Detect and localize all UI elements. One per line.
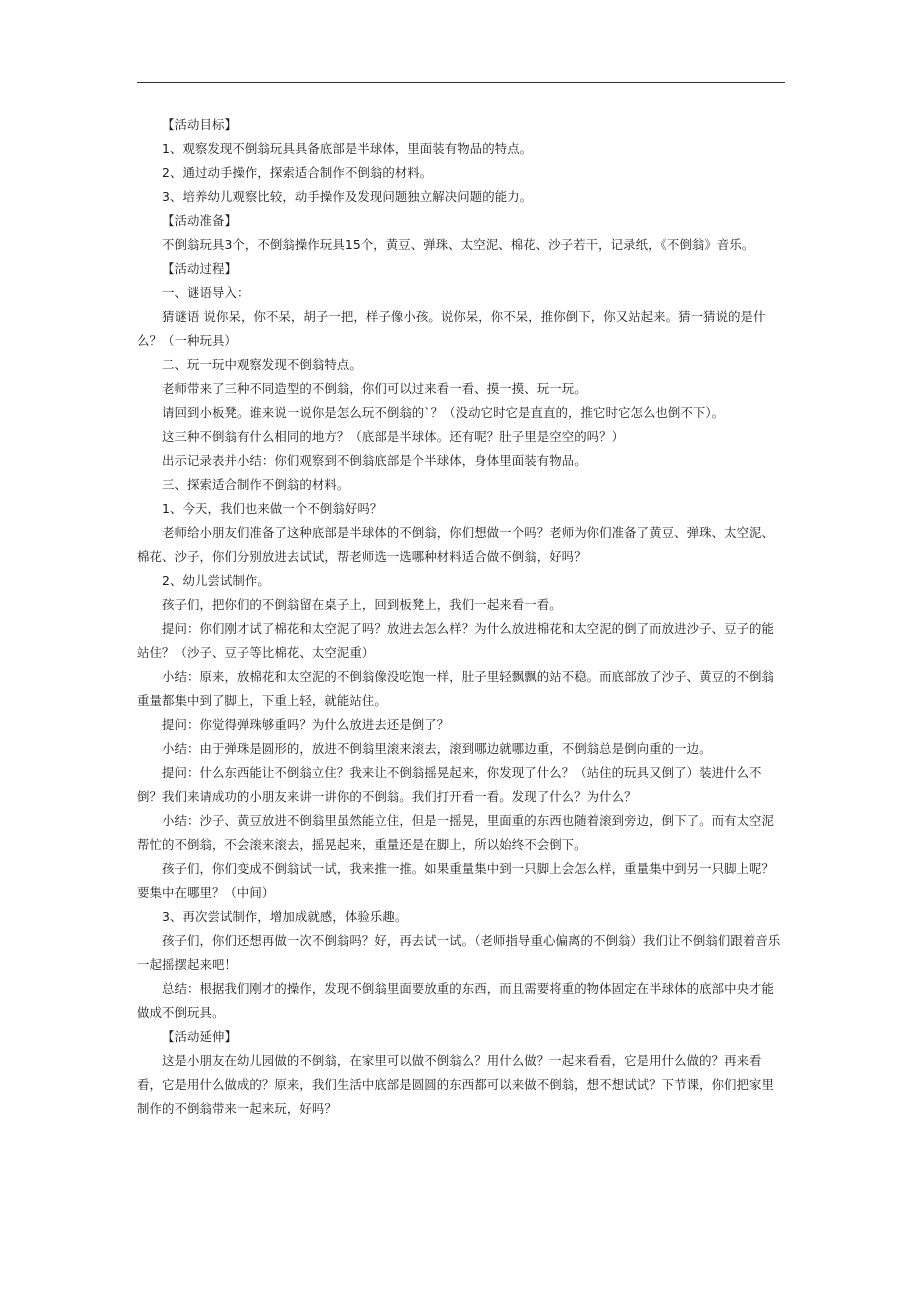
sub-item-1: 1、今天，我们也来做一个不倒翁好吗？ [162,501,383,516]
paragraph: 提问：什么东西能让不倒翁立住？我来让不倒翁摇晃起来，你发现了什么？（站住的玩具又倒了）装进什么不倒？我们来请成功的小朋友来讲一讲你的不倒翁。我们打开看一看。发现了什么？为什么？ [137,765,762,804]
section-heading-extension: 【活动延伸】 [162,1029,237,1044]
goal-item-1: 1、观察发现不倒翁玩具具备底部是半球体，里面装有物品的特点。 [162,141,533,156]
extension-text: 这是小朋友在幼儿园做的不倒翁，在家里可以做不倒翁么？用什么做？一起来看看，它是用什么做的？再来看看，它是用什么做成的？原来，我们生活中底部是圆圆的东西都可以来做不倒翁，想不想试试？下节课，你们把家里制作的不倒翁带来一起来玩，好吗？ [137,1053,775,1116]
process-step-3-title: 三、探索适合制作不倒翁的材料。 [162,477,350,492]
section-heading-process: 【活动过程】 [162,261,237,276]
paragraph: 请回到小板凳。谁来说一说你是怎么玩不倒翁的`？（没动它时它是直直的，推它时它怎么也倒不下）。 [162,405,725,420]
paragraph: 提问：你觉得弹珠够重吗？为什么放进去还是倒了？ [162,717,450,732]
section-heading-goals: 【活动目标】 [162,117,237,132]
paragraph: 孩子们，你们变成不倒翁试一试，我来推一推。如果重量集中到一只脚上会怎么样，重量集中到另一只脚上呢？要集中在哪里？（中间） [137,861,775,900]
paragraph: 出示记录表并小结：你们观察到不倒翁底部是个半球体，身体里面装有物品。 [162,453,587,468]
paragraph: 老师带来了三种不同造型的不倒翁，你们可以过来看一看、摸一摸、玩一玩。 [162,381,587,396]
paragraph: 孩子们，你们还想再做一次不倒翁吗？好，再去试一试。（老师指导重心偏离的不倒翁）我们让不倒翁们跟着音乐一起摇摆起来吧！ [137,933,781,972]
preparation-text: 不倒翁玩具3个，不倒翁操作玩具15个，黄豆、弹珠、太空泥、棉花、沙子若干，记录纸，《不倒翁》音乐。 [162,237,755,252]
header-rule [137,82,785,83]
paragraph: 小结：原来，放棉花和太空泥的不倒翁像没吃饱一样，肚子里轻飘飘的站不稳。而底部放了沙子、黄豆的不倒翁重量都集中到了脚上，下重上轻，就能站住。 [137,669,775,708]
paragraph: 猜谜语 说你呆，你不呆，胡子一把，样子像小孩。说你呆，你不呆，推你倒下，你又站起来。猜一猜说的是什么？（一种玩具） [137,309,766,348]
goal-item-2: 2、通过动手操作，探索适合制作不倒翁的材料。 [162,165,433,180]
sub-item-3: 3、再次尝试制作，增加成就感，体验乐趣。 [162,909,408,924]
process-step-2-title: 二、玩一玩中观察发现不倒翁特点。 [162,357,362,372]
paragraph: 小结：沙子、黄豆放进不倒翁里虽然能立住，但是一摇晃，里面重的东西也随着滚到旁边，倒下了。而有太空泥帮忙的不倒翁，不会滚来滚去，摇晃起来，重量还是在脚上，所以始终不会倒下。 [137,813,775,852]
paragraph: 孩子们，把你们的不倒翁留在桌子上，回到板凳上，我们一起来看一看。 [162,597,562,612]
sub-item-2: 2、幼儿尝试制作。 [162,573,270,588]
goal-item-3: 3、培养幼儿观察比较，动手操作及发现问题独立解决问题的能力。 [162,189,533,204]
paragraph: 老师给小朋友们准备了这种底部是半球体的不倒翁，你们想做一个吗？老师为你们准备了黄豆、弹珠、太空泥、棉花、沙子，你们分别放进去试试，帮老师选一选哪种材料适合做不倒翁，好吗？ [137,525,775,564]
document-body [137,113,785,1121]
section-heading-preparation: 【活动准备】 [162,213,237,228]
paragraph: 提问：你们刚才试了棉花和太空泥了吗？放进去怎么样？为什么放进棉花和太空泥的倒了而放进沙子、豆子的能站住？（沙子、豆子等比棉花、太空泥重） [137,621,775,660]
paragraph: 总结：根据我们刚才的操作，发现不倒翁里面要放重的东西，而且需要将重的物体固定在半球体的底部中央才能做成不倒玩具。 [137,981,775,1020]
paragraph: 小结：由于弹珠是圆形的，放进不倒翁里滚来滚去，滚到哪边就哪边重，不倒翁总是倒向重的一边。 [162,741,712,756]
paragraph: 这三种不倒翁有什么相同的地方？（底部是半球体。还有呢？肚子里是空空的吗？） [162,429,625,444]
process-step-1-title: 一、谜语导入： [162,285,250,300]
